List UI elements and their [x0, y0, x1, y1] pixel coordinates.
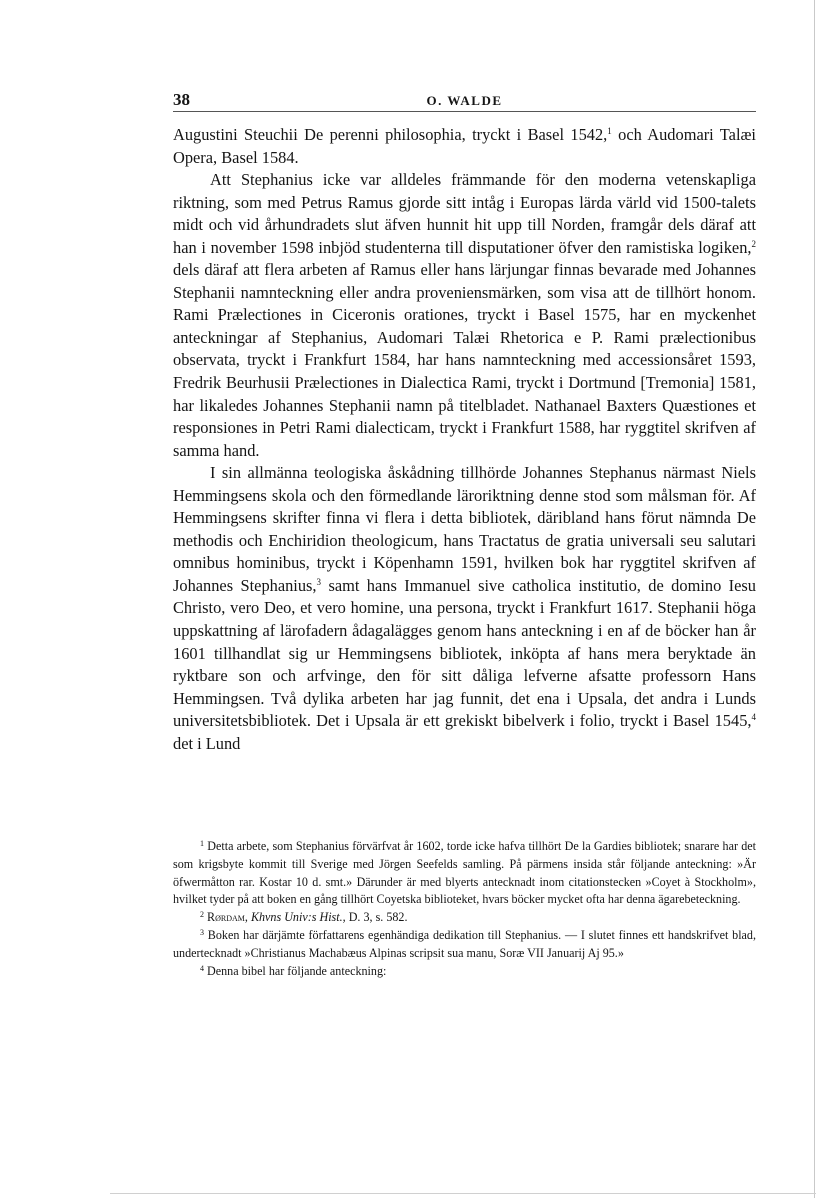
footnote-ref-1: 1: [607, 126, 612, 136]
footnote-4: [173, 963, 756, 981]
running-header: [173, 88, 756, 112]
footnote-3: [173, 927, 756, 963]
paragraph-3-text-c: det i Lund: [173, 733, 241, 753]
footnote-1-text: Detta arbete, som Stephanius förvärfvat år 1602, torde icke hafva tillhört De la Gardies bibliotek; snarare har det som krigsbyte kommit till Sverige med Jörgen Seefelds samling. På pärmens insida står följande anteckning: »Är öfwermåtton rar. Kostar 10 d. smt.» Därunder är med blyerts antecknadt inom citationstecken »Coyet à Stockholm», hvilket tyder på att boken en gång tillhört Coyetska biblioteket, hvars böcker mycket ofta har denna ägarebeteckning.: [173, 839, 756, 907]
paragraph-1-text: Augustini Steuchii De perenni philosophia, tryckt i Basel 1542,: [173, 125, 608, 144]
footnote-1: [173, 838, 756, 909]
page-edge-bottom: [110, 1193, 816, 1194]
paragraph-2: [173, 169, 756, 462]
paragraph-3-text-b: samt hans Immanuel sive catholica institutio, de domino Iesu Christo, vero Deo, et vero homine, una persona, tryckt i Frankfurt 1617. Stephanii höga uppskattning af lärofadern ådagalägges genom hans anteckning i en af de böcker han år 1601 tillhandlat sig ur Hemmingsens bibliotek, inköpta af hans mera beryktade än ryktbare son och arfvinge, den för sitt dåliga lefverne afsatte professorn Hans Hemmingsen. Två dylika arbeten har jag funnit, det ena i Upsala, det andra i Lunds universitetsbibliotek. Det i Upsala är ett grekiskt bibelverk i folio, tryckt i Basel 1545,: [173, 575, 756, 731]
footnote-2-marker: 2: [200, 910, 204, 920]
paragraph-1: [173, 124, 756, 169]
page-edge-right: [814, 0, 815, 1198]
footnote-2-rest: D. 3, s. 582.: [345, 910, 408, 925]
page-number: 38: [173, 90, 190, 109]
footnote-4-text: Denna bibel har följande anteckning:: [204, 963, 387, 978]
header-rule: [173, 111, 756, 112]
footnote-2-author: Rørdam,: [207, 910, 248, 925]
footnote-4-marker: 4: [200, 963, 204, 973]
footnote-3-text: Boken har därjämte författarens egenhändiga dedikation till Stephanius. — I slutet finnes ett handskrifvet blad, undertecknadt »Christianus Machabæus Alpinas scripsit sua manu, Soræ VII Januarij Aj 95.»: [173, 927, 756, 960]
body-text: [173, 124, 756, 755]
paragraph-3-text-a: I sin allmänna teologiska åskådning tillhörde Johannes Stephanus närmast Niels Hemmingsens skola och den förmedlande läroriktning denne stod som målsman för. Af Hemmingsens skrifter finna vi flera i detta bibliotek, däribland hans förut nämnda De methodis och Enchiridion theologicum, hans Tractatus de gratia universali seu salutari omnibus hominibus, tryckt i Köpenhamn 1591, hvilken bok har ryggtitel skrifven af Johannes Stephanius,: [173, 463, 756, 595]
footnote-3-marker: 3: [200, 927, 204, 937]
footnote-1-marker: 1: [200, 839, 204, 848]
footnote-ref-4: 4: [751, 712, 756, 723]
paragraph-3: [173, 462, 756, 755]
footnote-ref-3: 3: [316, 576, 322, 587]
paragraph-1-tail: och Audomari Talæi Opera, Basel 1584.: [173, 125, 756, 167]
footnotes: [173, 838, 756, 980]
footnote-2: [173, 909, 756, 927]
footnote-2-title: Khvns Univ:s Hist.,: [250, 910, 346, 925]
footnote-ref-2: 2: [751, 238, 756, 249]
paragraph-2-text-b: dels däraf att flera arbeten af Ramus eller hans lärjungar finnas bevarade med Johannes Stephanii namnteckning eller andra proveniensmärken, som visa att de tillhört honom. Rami Prælectiones in Ciceronis orationes, tryckt i Basel 1575, har en myckenhet anteckningar af Stephanius, Audomari Talæi Rhetorica e P. Rami prælectionibus observata, tryckt i Frankfurt 1584, har hans namnteckning med accessionsåret 1593, Fredrik Beurhusii Prælectiones in Dialectica Rami, tryckt i Dortmund [Tremonia] 1581, har likaledes Johannes Stephanii namn på titelbladet. Nathanael Baxters Quæstiones et responsiones in Petri Rami dialecticam, tryckt i Frankfurt 1588, har ryggtitel skrifven af samma hand.: [173, 260, 756, 460]
running-title: O. WALDE: [426, 93, 503, 108]
paragraph-2-text-a: Att Stephanius icke var alldeles främmande för den moderna vetenskapliga riktning, som med Petrus Ramus gjorde sitt intåg i Europas lärda värld vid 1500-talets midt och vid århundradets slut äfven hunnit hit upp till Norden, framgår dels däraf att han i november 1598 inbjöd studenterna till disputationer öfver den ramistiska logiken,: [173, 170, 756, 257]
